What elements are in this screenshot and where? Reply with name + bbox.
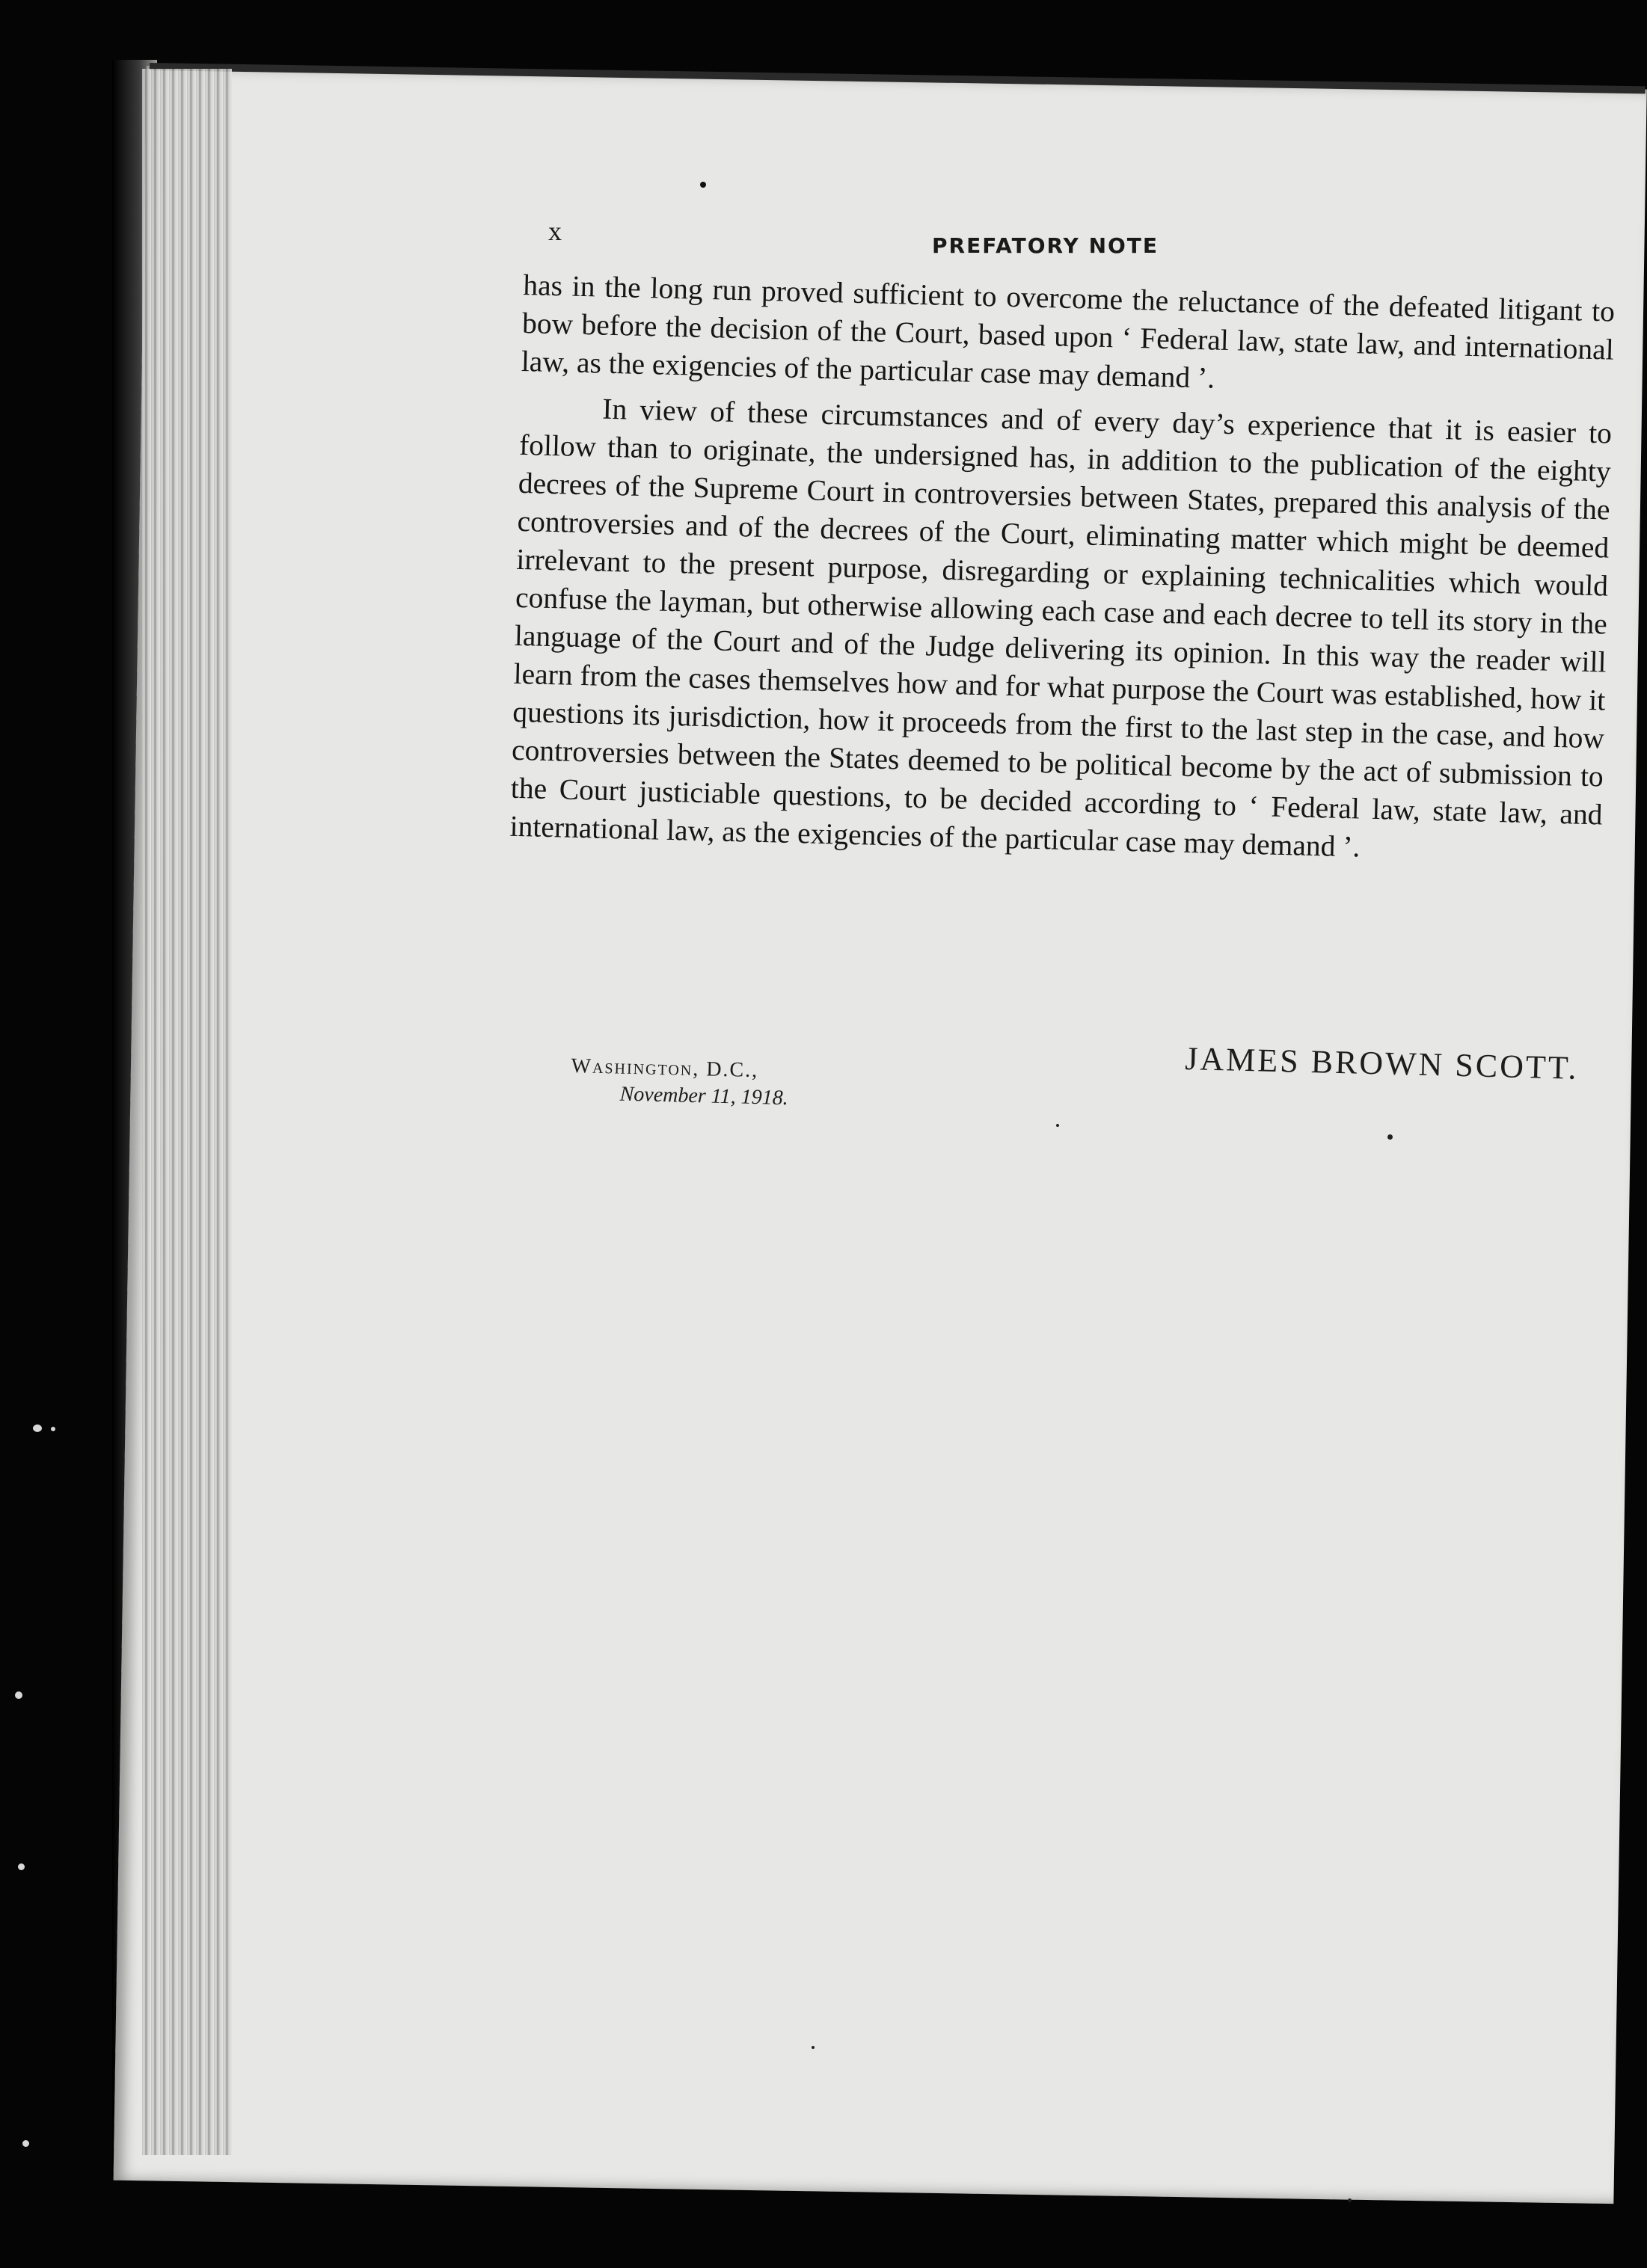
print-speck — [700, 182, 706, 188]
print-speck — [1348, 2198, 1352, 2202]
print-speck — [1387, 1134, 1393, 1140]
paragraph-1: has in the long run proved sufficient to overcome the reluctance of the defeated litigant to bow before the decision of the Court, based upon ‘ Federal law, state law, and international law, as the exigencies of the particular case may demand ’. — [521, 268, 1616, 395]
scan-mark — [33, 1425, 42, 1432]
book-binding-edge — [142, 69, 232, 2155]
running-head: PREFATORY NOTE — [932, 233, 1159, 258]
signature: JAMES BROWN SCOTT. — [1184, 1039, 1580, 1087]
scan-mark — [51, 1427, 55, 1431]
scan-mark — [22, 2140, 29, 2147]
body-text — [509, 266, 1616, 879]
scan-mark — [15, 1691, 22, 1699]
page-number: x — [548, 216, 562, 246]
dateline-date: November 11, 1918. — [619, 1082, 789, 1110]
scan-mark — [18, 1863, 25, 1870]
paragraph-2: In view of these circumstances and of every day’s experience that it is easier to follow than to originate, the undersigned has, in addition to the publication of the eighty decrees of the Supreme Court in controversies between States, prepared this analysis of the controversies and of the decrees of the Court, eliminating matter which might be deemed irrelevant to the present purpose, disregarding or explaining technicalities which would confuse the layman, but otherwise allowing each case and each decree to tell its story in the language of the Court and of the Judge delivering its opinion. In this way the reader will learn from the cases themselves how and for what purpose the Court was established, how it questions its jurisdiction, how it proceeds from the first to the last step in the case, and how controversies between the States deemed to be political become by the act of submission to the Court justiciable questions, to be decided according to ‘ Federal law, state law, and international law, as the exigencies of the particular case may demand ’. — [509, 392, 1613, 864]
dateline-place: Washington, D.C., — [571, 1054, 759, 1083]
print-speck — [812, 2046, 815, 2049]
dateline — [570, 1054, 789, 1110]
print-speck — [1056, 1124, 1059, 1127]
